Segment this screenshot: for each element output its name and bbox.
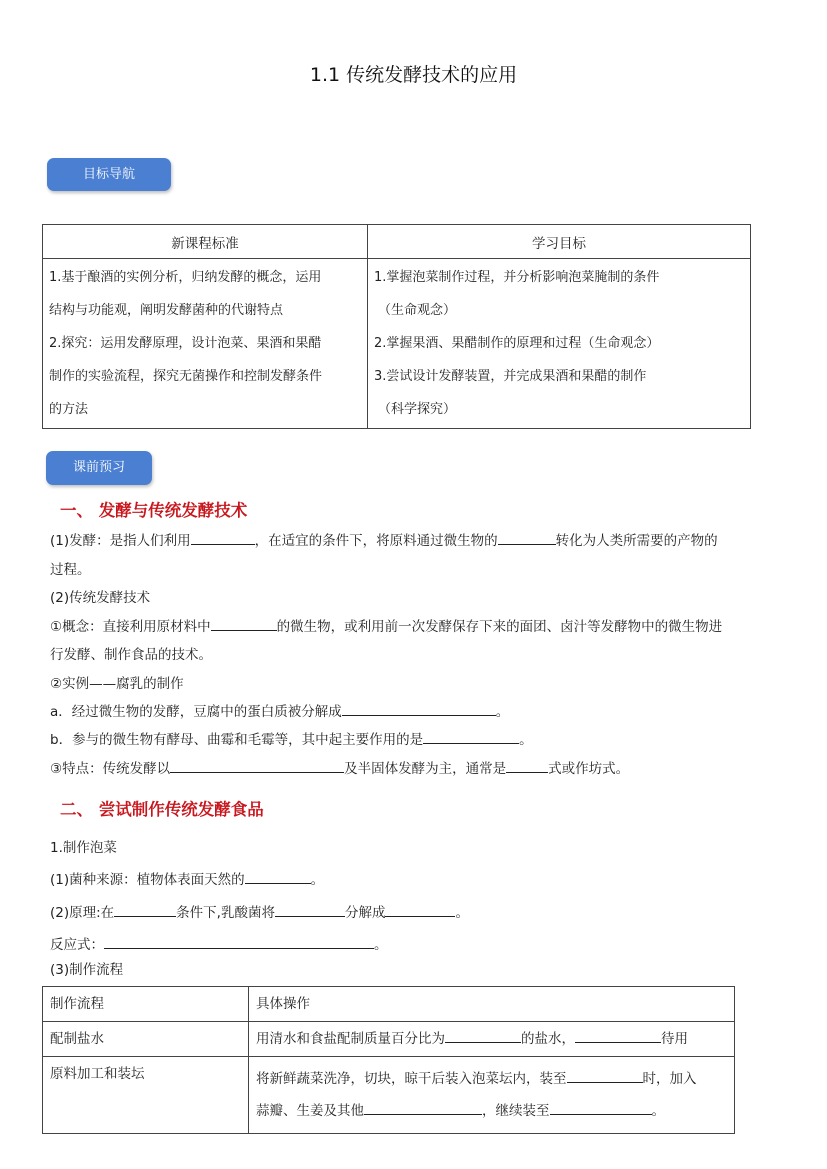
- s1-line-2: 过程。: [50, 562, 91, 578]
- badge-preview: 课前预习: [46, 451, 152, 485]
- s2-line-5: (3)制作流程: [50, 962, 124, 978]
- section2-heading: 二、 尝试制作传统发酵食品: [60, 800, 264, 819]
- fill-blank[interactable]: [114, 902, 176, 917]
- s1-line-9: ③特点：传统发酵以 及半固体发酵为主，通常是 式或作坊式。: [50, 757, 629, 777]
- page-title: 1.1 传统发酵技术的应用: [309, 64, 518, 86]
- goals-standard-cell: [43, 259, 368, 429]
- fill-blank[interactable]: [498, 530, 556, 545]
- standard-line: 结构与功能观，阐明发酵菌种的代谢特点: [49, 303, 284, 318]
- fill-blank[interactable]: [342, 701, 496, 716]
- fill-blank[interactable]: [170, 758, 344, 773]
- s2-line-2: (1)菌种来源：植物体表面天然的 。: [50, 868, 324, 888]
- s2-line-4: 反应式： 。: [50, 933, 388, 953]
- objective-line: 2.掌握果酒、果醋制作的原理和过程（生命观念）: [374, 336, 660, 351]
- process-row1-left: 配制盐水: [43, 1022, 249, 1057]
- fill-blank[interactable]: [575, 1028, 661, 1043]
- process-row2-right: 将新鲜蔬菜洗净，切块，晾干后装入泡菜坛内，装至 时，加入 蒜瓣、生姜及其他 ，继续装至 。: [249, 1057, 735, 1134]
- fill-blank[interactable]: [445, 1028, 521, 1043]
- process-row2-left: 原料加工和装坛: [43, 1057, 249, 1134]
- goals-table: [42, 224, 751, 429]
- fill-blank[interactable]: [364, 1100, 482, 1115]
- objective-line: 1.掌握泡菜制作过程，并分析影响泡菜腌制的条件: [374, 270, 660, 285]
- standard-line: 2.探究：运用发酵原理，设计泡菜、果酒和果醋: [49, 336, 322, 351]
- fill-blank[interactable]: [104, 934, 374, 949]
- objective-line: 3.尝试设计发酵装置，并完成果酒和果醋的制作: [374, 369, 647, 384]
- badge-target-navigation: 目标导航: [47, 158, 171, 191]
- fill-blank[interactable]: [211, 616, 277, 631]
- fill-blank[interactable]: [191, 530, 255, 545]
- process-row1-right: 用清水和食盐配制质量百分比为 的盐水， 待用: [249, 1022, 735, 1057]
- fill-blank[interactable]: [245, 869, 311, 884]
- s1-line-4: ①概念：直接利用原材料中 的微生物，或利用前一次发酵保存下来的面团、卤汁等发酵物中的微生物进: [50, 615, 722, 635]
- objective-line: （科学探究）: [378, 402, 457, 417]
- goals-objectives-cell: [368, 259, 751, 429]
- s2-line-3: (2)原理:在 条件下,乳酸菌将 分解成 。: [50, 901, 469, 921]
- fill-blank[interactable]: [385, 902, 455, 917]
- fill-blank[interactable]: [567, 1068, 643, 1083]
- s1-line-3: (2)传统发酵技术: [50, 590, 151, 606]
- section1-heading: 一、 发酵与传统发酵技术: [60, 501, 248, 520]
- fill-blank[interactable]: [506, 758, 548, 773]
- standard-line: 1.基于酿酒的实例分析，归纳发酵的概念，运用: [49, 270, 322, 285]
- goals-header-standard: 新课程标准: [43, 225, 368, 259]
- process-header-left: 制作流程: [43, 987, 249, 1022]
- standard-line: 制作的实验流程，探究无菌操作和控制发酵条件: [49, 369, 323, 384]
- s1-line-5: 行发酵、制作食品的技术。: [50, 647, 212, 663]
- s1-line-6: ②实例——腐乳的制作: [50, 676, 184, 692]
- objective-line: （生命观念）: [378, 303, 457, 318]
- fill-blank[interactable]: [550, 1100, 652, 1115]
- fill-blank[interactable]: [423, 729, 519, 744]
- process-table: [42, 986, 735, 1134]
- standard-line: 的方法: [49, 402, 89, 417]
- fill-blank[interactable]: [275, 902, 345, 917]
- s2-line-1: 1.制作泡菜: [50, 840, 117, 856]
- goals-header-objectives: 学习目标: [368, 225, 751, 259]
- s1-line-7: a．经过微生物的发酵，豆腐中的蛋白质被分解成 。: [50, 700, 509, 720]
- process-header-right: 具体操作: [249, 987, 735, 1022]
- s1-line-1: (1)发酵：是指人们利用 ，在适宜的条件下，将原料通过微生物的 转化为人类所需要的产物的: [50, 529, 718, 549]
- s1-line-8: b．参与的微生物有酵母、曲霉和毛霉等，其中起主要作用的是 。: [50, 728, 533, 748]
